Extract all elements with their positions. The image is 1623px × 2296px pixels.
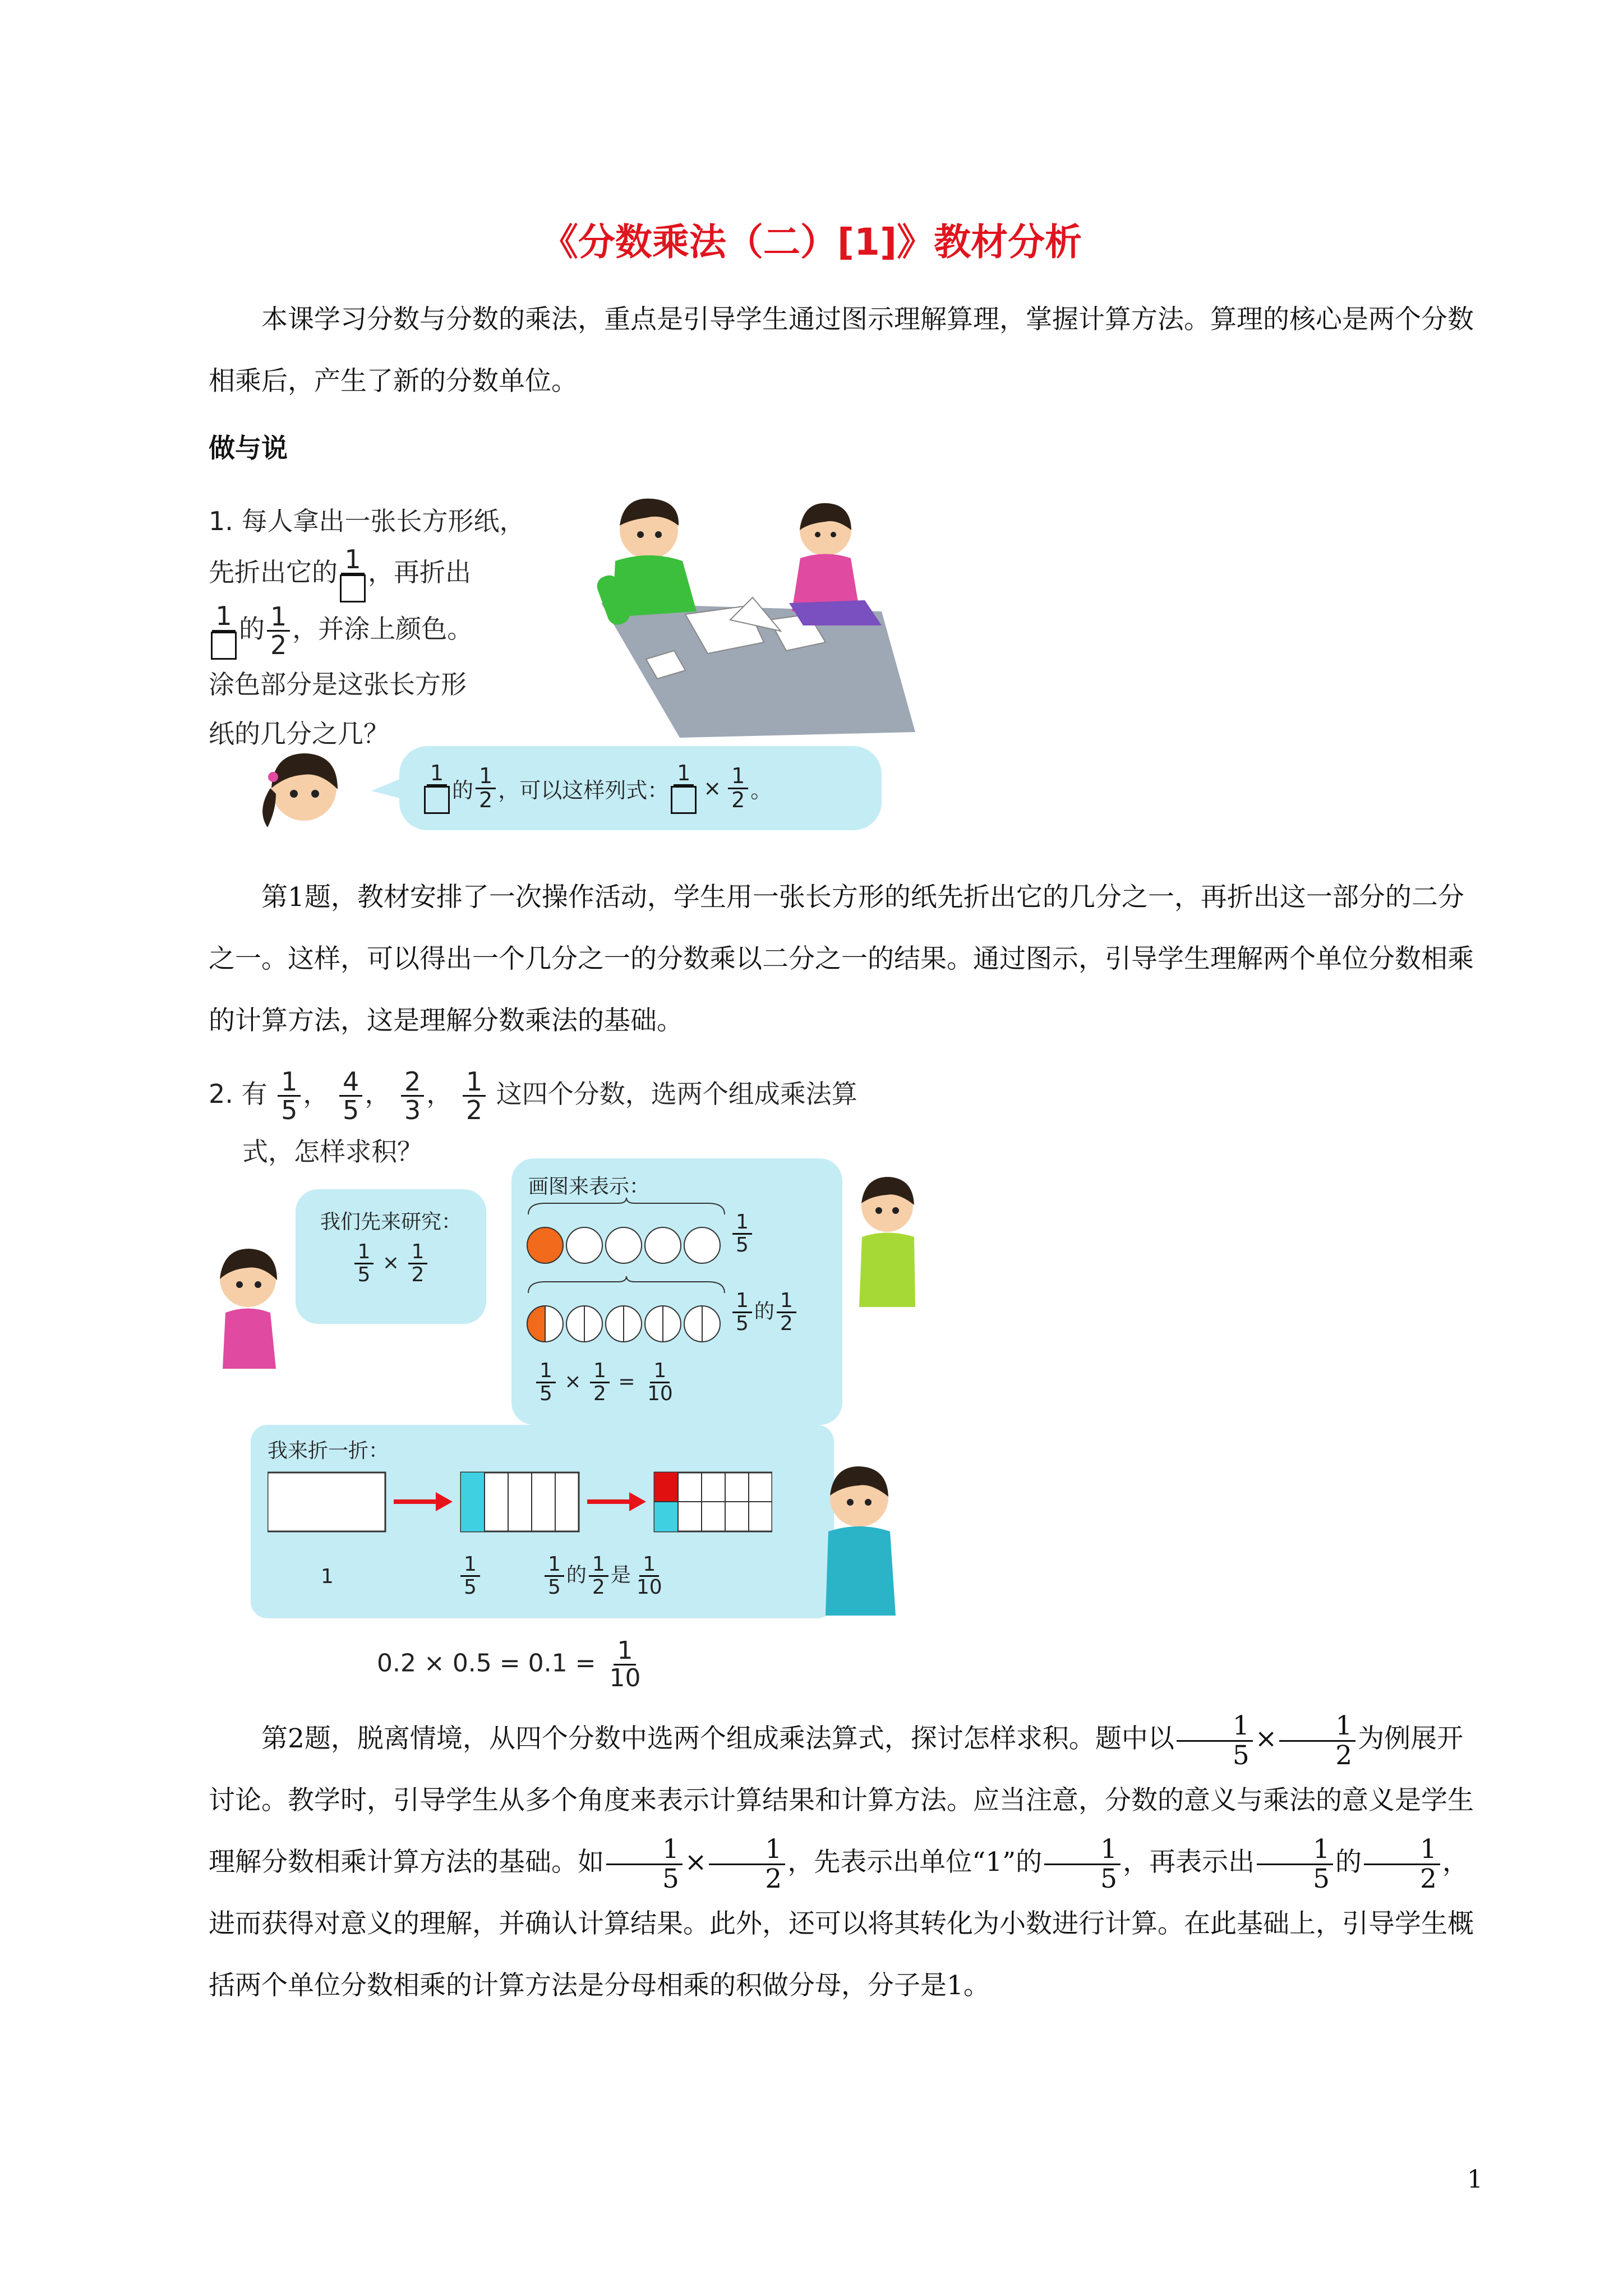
paragraph-problem2: 第2题，脱离情境，从四个分数中选两个组成乘法算式，探讨怎样求积。题中以 $\frac{1}{5}$ × $\frac{1}{2}$ 为例展开讨论。教学时，引导学生从多个角度来表示计算结果和计算方法。应当注意，分数的意义与乘法的意义是学生理解分数相乘计算方法的基础。如 $\frac{1}{5}$ × $\frac{1}{2}$ ，先表示出单位“1”的 $\frac{1}{5}$ ，再表示出 $\frac{1}{5}$ 的 $\frac{1}{2}$ ，进而获得对意义的理解，并确认计算结果。此外，还可以将其转化为小数进行计算。在此基础上，引导学生概括两个单位分数相乘的计算方法是分母相乘的积做分母，分子是1。: [209, 1710, 1474, 2001]
problem2-figure: [209, 1066, 915, 1705]
problem1-speech-bubble: 1 的 $\frac{1}{2}$ ，可以这样列式： 1 × $\frac{1}{2}$ 。: [399, 746, 882, 830]
draw-diagram-panel: 画图来表示： $\frac{1}{5}$ $\frac{1}{5}$ 的 $\frac{1}{2}$ $\frac{1}{5}$ × $\frac{1}{2}$ = $\frac{1}{10}$: [511, 1158, 842, 1425]
problem1-figure: [209, 491, 915, 833]
circles-diagram: [523, 1198, 730, 1372]
fold-title: 我来折一折：: [268, 1439, 389, 1462]
decimal-equation: 0.2 × 0.5 = 0.1 = $\frac{1}{10}$: [377, 1636, 641, 1693]
boy-illustration: [848, 1161, 915, 1318]
fold-rectangles: [268, 1470, 772, 1537]
research-speech-bubble: 我们先来研究： $\frac{1}{5}$ × $\frac{1}{2}$: [296, 1189, 486, 1324]
intro-paragraph: 本课学习分数与分数的乘法，重点是引导学生通过图示理解算理，掌握计算方法。算理的核心是两个分数相乘后，产生了新的分数单位。: [209, 304, 1474, 397]
equation-one-fifth-times-half: $\frac{1}{5}$ × $\frac{1}{2}$ = $\frac{1}{10}$: [534, 1360, 679, 1405]
fraction-1-2: $\frac{1}{2}$: [267, 603, 290, 659]
draw-title: 画图来表示：: [528, 1175, 650, 1198]
fold-diagram-panel: 我来折一折： 1 $\frac{1}{5}$ $\frac{1}{5}$ 的 $\frac{1}{2}$ 是 $\frac{1}{10}$: [251, 1425, 834, 1618]
boy-pointing-illustration: [803, 1453, 915, 1621]
section-heading: 做与说: [209, 433, 288, 464]
fraction-1-over-blank: 1: [340, 546, 366, 602]
problem2-text: 2. 有 $\frac{1}{5}$ ， $\frac{4}{5}$ ， $\frac{2}{3}$ ， $\frac{1}{2}$ 这四个分数，选两个组成乘法算 式，怎样求积？: [209, 1066, 857, 1167]
page-number: 1: [1467, 2165, 1483, 2194]
girl-pointing-illustration: [209, 1234, 293, 1374]
page-title: 《分数乘法（二）[1]》教材分析: [541, 220, 1082, 264]
paragraph-problem1: 第1题，教材安排了一次操作活动，学生用一张长方形的纸先折出它的几分之一，再折出这一部分的二分之一。这样，可以得出一个几分之一的分数乘以二分之一的结果。通过图示，引导学生理解两个单位分数相乘的计算方法，这是理解分数乘法的基础。: [209, 882, 1474, 1036]
fraction-1-over-blank: 1: [211, 602, 237, 659]
problem1-text: 1. 每人拿出一张长方形纸， 先折出它的 1 ，再折出 1 的 $\frac{1}{2}$ ，并涂上颜色。 涂色部分是这张长方形 纸的几分之几？: [209, 506, 525, 749]
kids-folding-paper-illustration: [568, 491, 915, 738]
girl-head-icon: [253, 738, 354, 833]
